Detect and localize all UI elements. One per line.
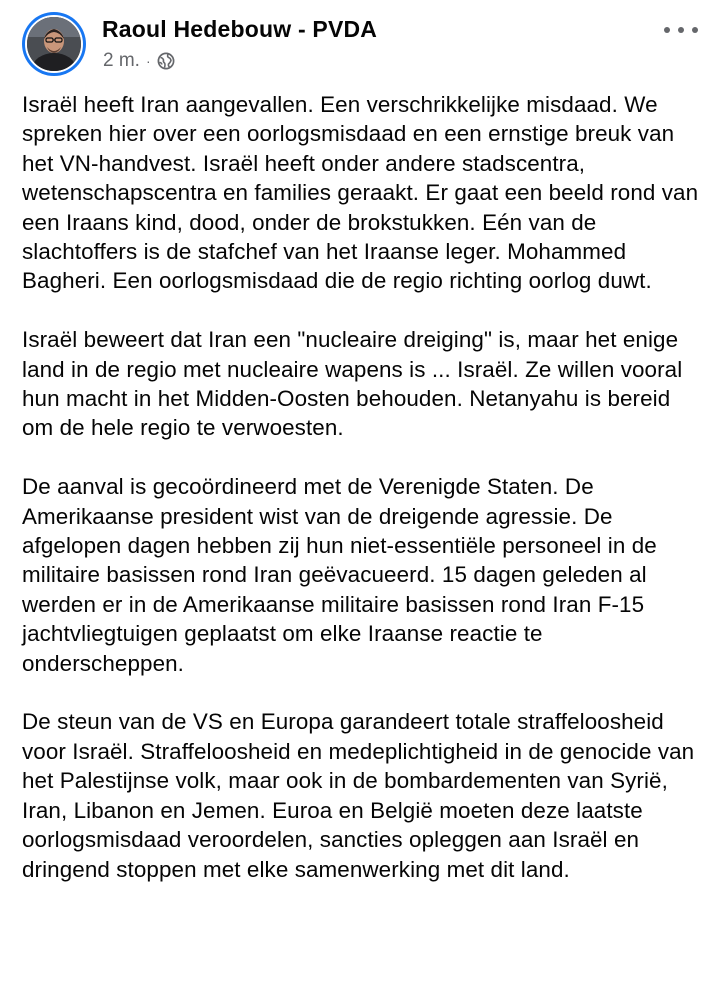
post-header	[22, 10, 698, 78]
avatar[interactable]	[22, 12, 86, 76]
post-timestamp[interactable]: 2 m.	[103, 50, 140, 71]
post-paragraph: De steun van de VS en Europa garandeert totale straffeloosheid voor Israël. Straffeloosheid en medeplichtigheid in de genocide van het Palestijnse volk, maar ook in de bombardementen van Syrië, Iran, Libanon en Jemen. Euroa en België moeten deze laatste oorlogsmisdaad veroordelen, sancties opleggen aan Israël en dringend stoppen met elke samenwerking met dit land.	[22, 709, 695, 882]
more-options-button[interactable]	[664, 20, 698, 40]
ellipsis-icon	[664, 27, 670, 33]
post-paragraph: Israël heeft Iran aangevallen. Een verschrikkelijke misdaad. We spreken hier over een oorlogsmisdaad en een ernstige breuk van het VN-handvest. Israël heeft onder andere stadscentra, wetenschapscentra en families geraakt. Er gaat een beeld rond van een Iraans kind, dood, onder de brokstukken. Eén van de slachtoffers is de stafchef van het Iraanse leger. Mohammed Bagheri. Een oorlogsmisdaad die de regio richting oorlog duwt.	[22, 92, 699, 294]
avatar-photo	[25, 15, 83, 73]
author-name[interactable]: Raoul Hedebouw - PVDA	[102, 16, 378, 42]
post-meta	[103, 50, 175, 72]
post-text	[22, 90, 702, 884]
ellipsis-icon-dot	[692, 27, 698, 33]
post-paragraph: De aanval is gecoördineerd met de Verenigde Staten. De Amerikaanse president wist van de dreigende agressie. De afgelopen dagen hebben zij hun niet-essentiële personeel in de militaire basissen rond Iran geëvacueerd. 15 dagen geleden al werden er in de Amerikaanse militaire basissen rond Iran F-15 jachtvliegtuigen geplaatst om elke Iraanse reactie te onderscheppen.	[22, 474, 657, 676]
globe-icon[interactable]	[157, 52, 175, 70]
profile-photo-icon	[27, 17, 81, 71]
ellipsis-icon-dot	[678, 27, 684, 33]
meta-separator: ·	[145, 53, 151, 69]
post-paragraph: Israël beweert dat Iran een "nucleaire dreiging" is, maar het enige land in de regio met nucleaire wapens is ... Israël. Ze willen vooral hun macht in het Midden-Oosten behouden. Netanyahu is bereid om de hele regio te verwoesten.	[22, 327, 683, 441]
